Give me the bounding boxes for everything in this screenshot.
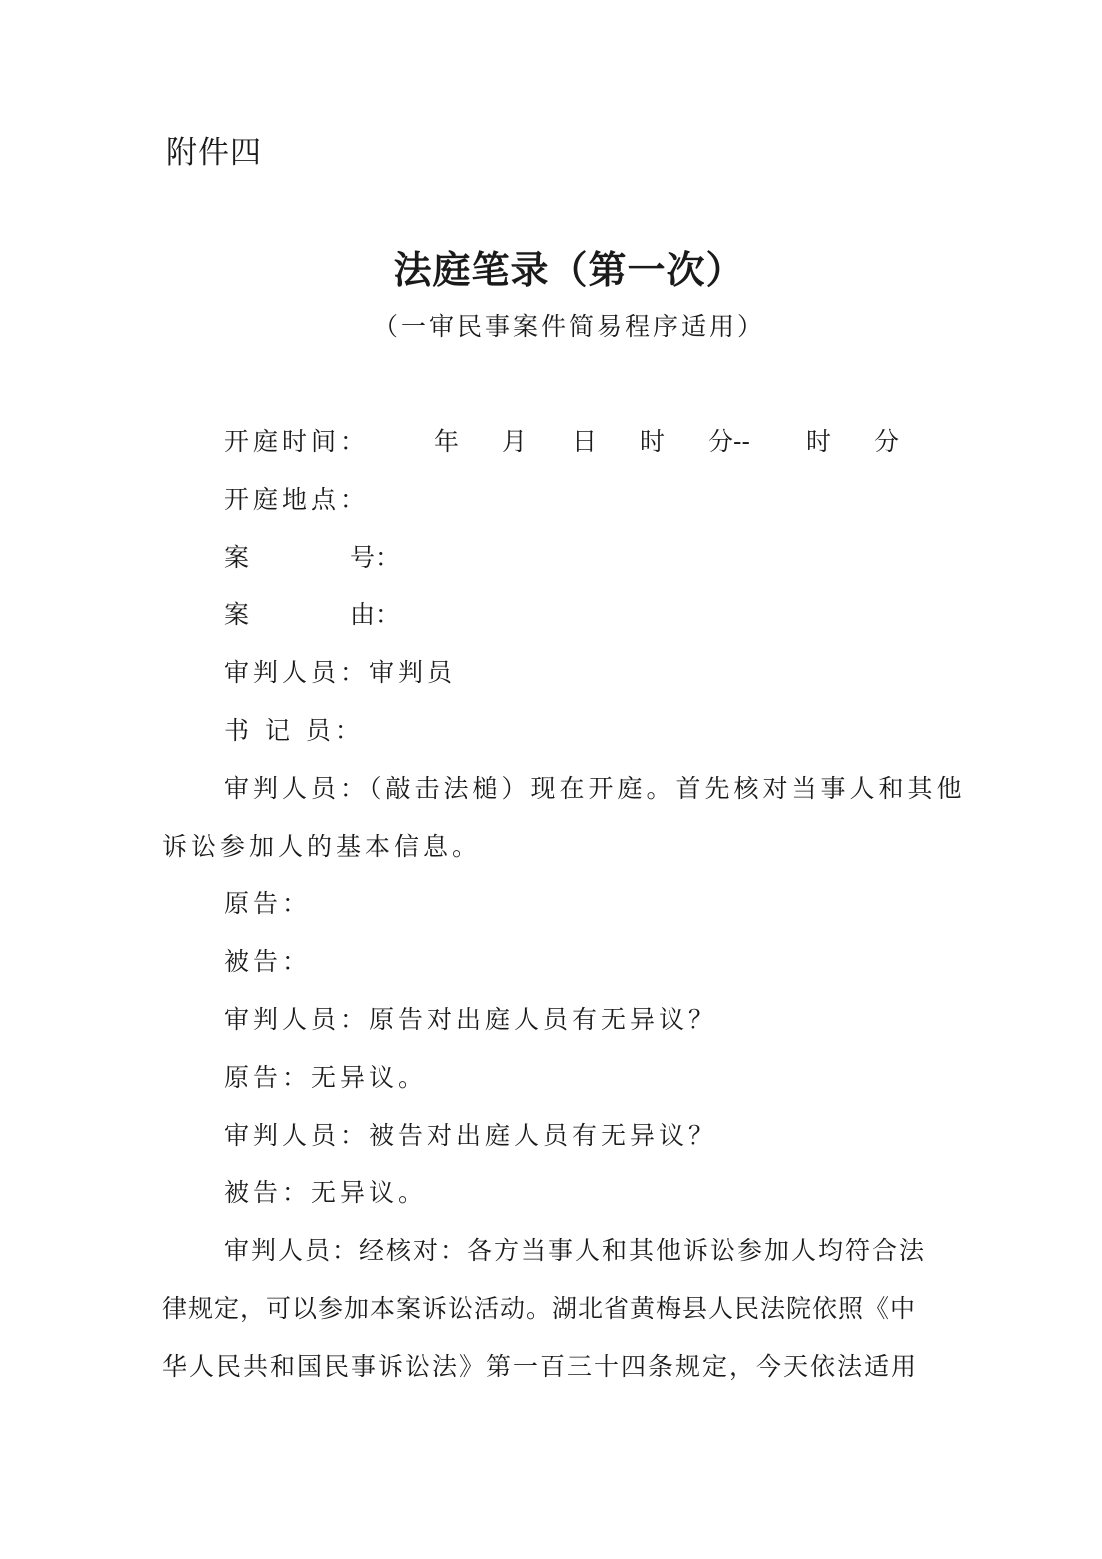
case-cause-label-a: 案 xyxy=(224,600,250,629)
judge-label: 审判人员：审判员 xyxy=(224,658,457,687)
attachment-label: 附件四 xyxy=(166,135,262,171)
case-number-label-a: 案 xyxy=(224,543,250,572)
transcript-paragraph-1-line-2: 诉讼参加人的基本信息。 xyxy=(162,832,482,861)
time-unit-hour-end: 时 xyxy=(806,427,832,456)
transcript-paragraph-1-line-1: 审判人员：（敲击法槌）现在开庭。首先核对当事人和其他 xyxy=(224,774,966,803)
transcript-paragraph-2-line-3: 华人民共和国民事诉讼法》第一百三十四条规定，今天依法适用 xyxy=(162,1352,919,1381)
time-unit-year: 年 xyxy=(434,427,460,456)
hearing-time-label: 开庭时间： xyxy=(224,427,370,456)
hearing-place-label: 开庭地点： xyxy=(224,485,370,514)
document-title: 法庭笔录（第一次） xyxy=(393,247,745,292)
time-unit-minute-end: 分 xyxy=(874,427,900,456)
document-subtitle: （一审民事案件简易程序适用） xyxy=(372,312,765,341)
case-number-row xyxy=(224,540,424,576)
time-unit-minute-dash: 分-- xyxy=(708,427,750,456)
case-cause-row xyxy=(224,597,424,633)
time-unit-day: 日 xyxy=(572,427,598,456)
clerk-label: 书 记 员： xyxy=(224,716,364,745)
time-unit-month: 月 xyxy=(502,427,528,456)
plaintiff-answer: 原告：无异议。 xyxy=(224,1063,428,1092)
judge-question-defendant: 审判人员：被告对出庭人员有无异议？ xyxy=(224,1121,718,1150)
transcript-paragraph-2-line-1: 审判人员：经核对：各方当事人和其他诉讼参加人均符合法 xyxy=(224,1236,927,1265)
defendant-answer: 被告：无异议。 xyxy=(224,1178,428,1207)
time-unit-hour: 时 xyxy=(640,427,666,456)
case-cause-label-b: 由： xyxy=(350,600,401,629)
plaintiff-label: 原告： xyxy=(224,889,312,918)
defendant-label: 被告： xyxy=(224,947,312,976)
transcript-paragraph-2-line-2: 律规定，可以参加本案诉讼活动。湖北省黄梅县人民法院依照《中 xyxy=(162,1294,917,1323)
case-number-label-b: 号： xyxy=(350,543,401,572)
hearing-time-row xyxy=(224,424,924,460)
judge-question-plaintiff: 审判人员：原告对出庭人员有无异议？ xyxy=(224,1005,718,1034)
